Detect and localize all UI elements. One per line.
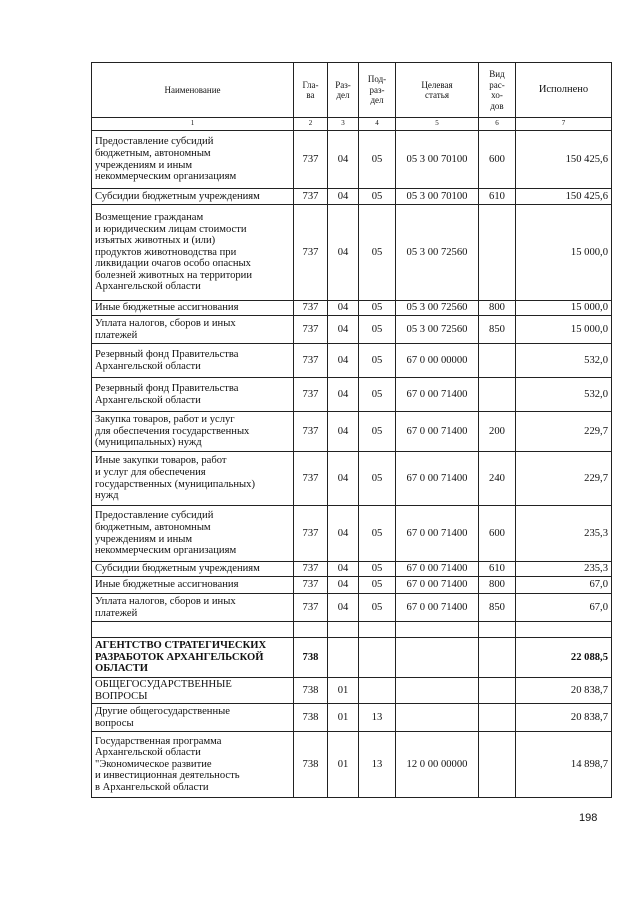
cell-name: Субсидии бюджетным учреждениям (92, 562, 294, 577)
cell-podrazdel: 05 (359, 131, 396, 189)
cell-name: Субсидии бюджетным учреждениям (92, 189, 294, 205)
cell-name: Предоставление субсидий бюджетным, автономным учреждениям и иным некоммерческим организациям (92, 131, 294, 189)
cell-vid-rashodov: 610 (479, 189, 516, 205)
cell-podrazdel: 05 (359, 594, 396, 622)
cell-podrazdel: 05 (359, 189, 396, 205)
cell-razdel: 01 (328, 732, 359, 798)
column-number: 7 (516, 118, 612, 131)
cell-podrazdel: 13 (359, 704, 396, 732)
cell-name: Уплата налогов, сборов и иных платежей (92, 594, 294, 622)
cell-glava: 737 (294, 301, 328, 316)
column-number: 3 (328, 118, 359, 131)
cell-razdel: 04 (328, 412, 359, 452)
cell-name: ОБЩЕГОСУДАРСТВЕННЫЕ ВОПРОСЫ (92, 678, 294, 704)
cell-name: АГЕНТСТВО СТРАТЕГИЧЕСКИХ РАЗРАБОТОК АРХАНГЕЛЬСКОЙ ОБЛАСТИ (92, 638, 294, 678)
header-name: Наименование (92, 63, 294, 118)
table-row (92, 622, 612, 638)
cell-podrazdel (359, 678, 396, 704)
cell-cel-statya: 12 0 00 00000 (396, 732, 479, 798)
cell-glava: 737 (294, 562, 328, 577)
cell-razdel (328, 638, 359, 678)
cell-name: Иные бюджетные ассигнования (92, 301, 294, 316)
cell-cel-statya: 05 3 00 72560 (396, 316, 479, 344)
header-glava: Гла- ва (294, 63, 328, 118)
cell-glava: 738 (294, 678, 328, 704)
table-row (92, 704, 612, 732)
cell-razdel: 01 (328, 704, 359, 732)
cell-glava: 737 (294, 316, 328, 344)
cell-cel-statya: 67 0 00 71400 (396, 378, 479, 412)
cell-glava: 737 (294, 577, 328, 594)
cell-razdel: 04 (328, 577, 359, 594)
cell-name: Иные закупки товаров, работ и услуг для обеспечения государственных (муниципальных) нужд (92, 452, 294, 506)
cell-ispolneno: 532,0 (516, 344, 612, 378)
cell-ispolneno: 14 898,7 (516, 732, 612, 798)
cell-cel-statya (396, 622, 479, 638)
cell-name: Резервный фонд Правительства Архангельской области (92, 344, 294, 378)
cell-glava: 737 (294, 452, 328, 506)
cell-name: Закупка товаров, работ и услуг для обеспечения государственных (муниципальных) нужд (92, 412, 294, 452)
table-row (92, 732, 612, 798)
cell-glava: 737 (294, 344, 328, 378)
cell-podrazdel: 05 (359, 562, 396, 577)
cell-cel-statya: 05 3 00 72560 (396, 205, 479, 301)
cell-razdel: 04 (328, 316, 359, 344)
cell-name: Другие общегосударственные вопросы (92, 704, 294, 732)
table-row (92, 638, 612, 678)
header-cel-statya: Целевая статья (396, 63, 479, 118)
cell-ispolneno: 150 425,6 (516, 131, 612, 189)
cell-ispolneno: 235,3 (516, 506, 612, 562)
cell-cel-statya (396, 704, 479, 732)
column-number: 4 (359, 118, 396, 131)
cell-podrazdel (359, 622, 396, 638)
cell-podrazdel: 05 (359, 344, 396, 378)
cell-glava (294, 622, 328, 638)
cell-cel-statya (396, 678, 479, 704)
cell-razdel: 04 (328, 205, 359, 301)
cell-ispolneno: 532,0 (516, 378, 612, 412)
cell-glava: 737 (294, 131, 328, 189)
header-row (92, 63, 612, 118)
column-number: 1 (92, 118, 294, 131)
cell-razdel: 04 (328, 562, 359, 577)
cell-ispolneno: 150 425,6 (516, 189, 612, 205)
table-body (92, 131, 612, 798)
cell-razdel: 04 (328, 594, 359, 622)
cell-cel-statya: 05 3 00 72560 (396, 301, 479, 316)
cell-glava: 737 (294, 378, 328, 412)
cell-vid-rashodov (479, 344, 516, 378)
cell-podrazdel: 05 (359, 577, 396, 594)
cell-cel-statya: 67 0 00 71400 (396, 562, 479, 577)
table-row (92, 344, 612, 378)
cell-glava: 737 (294, 205, 328, 301)
cell-vid-rashodov (479, 205, 516, 301)
cell-ispolneno: 235,3 (516, 562, 612, 577)
cell-name: Резервный фонд Правительства Архангельской области (92, 378, 294, 412)
cell-glava: 737 (294, 506, 328, 562)
column-number: 5 (396, 118, 479, 131)
table-row (92, 189, 612, 205)
budget-table (91, 62, 612, 798)
cell-vid-rashodov (479, 638, 516, 678)
column-number: 6 (479, 118, 516, 131)
cell-vid-rashodov (479, 622, 516, 638)
cell-podrazdel: 05 (359, 506, 396, 562)
header-podrazdel: Под- раз- дел (359, 63, 396, 118)
cell-name: Предоставление субсидий бюджетным, автономным учреждениям и иным некоммерческим организациям (92, 506, 294, 562)
cell-razdel: 04 (328, 378, 359, 412)
cell-glava: 738 (294, 638, 328, 678)
column-number: 2 (294, 118, 328, 131)
cell-ispolneno: 22 088,5 (516, 638, 612, 678)
cell-vid-rashodov: 850 (479, 594, 516, 622)
cell-vid-rashodov: 800 (479, 301, 516, 316)
cell-podrazdel: 05 (359, 301, 396, 316)
cell-ispolneno: 15 000,0 (516, 316, 612, 344)
header-ispolneno: Исполнено (516, 63, 612, 118)
cell-cel-statya: 67 0 00 71400 (396, 594, 479, 622)
cell-vid-rashodov: 600 (479, 506, 516, 562)
cell-ispolneno: 15 000,0 (516, 205, 612, 301)
cell-vid-rashodov (479, 378, 516, 412)
cell-razdel: 04 (328, 131, 359, 189)
cell-podrazdel: 05 (359, 205, 396, 301)
cell-razdel (328, 622, 359, 638)
cell-podrazdel: 05 (359, 378, 396, 412)
table-row (92, 205, 612, 301)
cell-ispolneno: 15 000,0 (516, 301, 612, 316)
cell-glava: 738 (294, 704, 328, 732)
cell-cel-statya: 67 0 00 71400 (396, 452, 479, 506)
table-row (92, 594, 612, 622)
table-row (92, 301, 612, 316)
cell-cel-statya: 67 0 00 00000 (396, 344, 479, 378)
cell-vid-rashodov (479, 678, 516, 704)
cell-podrazdel: 13 (359, 732, 396, 798)
cell-podrazdel: 05 (359, 412, 396, 452)
cell-cel-statya: 05 3 00 70100 (396, 131, 479, 189)
cell-glava: 737 (294, 412, 328, 452)
cell-razdel: 01 (328, 678, 359, 704)
header-vid-rashodov: Вид рас- хо- дов (479, 63, 516, 118)
cell-vid-rashodov: 240 (479, 452, 516, 506)
cell-ispolneno: 67,0 (516, 594, 612, 622)
cell-razdel: 04 (328, 452, 359, 506)
cell-ispolneno: 20 838,7 (516, 704, 612, 732)
cell-cel-statya: 05 3 00 70100 (396, 189, 479, 205)
table-row (92, 562, 612, 577)
cell-ispolneno: 229,7 (516, 412, 612, 452)
cell-razdel: 04 (328, 344, 359, 378)
cell-podrazdel (359, 638, 396, 678)
cell-razdel: 04 (328, 506, 359, 562)
cell-ispolneno: 20 838,7 (516, 678, 612, 704)
table-row (92, 506, 612, 562)
table-row (92, 412, 612, 452)
cell-razdel: 04 (328, 189, 359, 205)
cell-vid-rashodov: 610 (479, 562, 516, 577)
cell-ispolneno (516, 622, 612, 638)
cell-name: Возмещение гражданам и юридическим лицам стоимости изъятых животных и (или) продуктов животноводства при ликвидации очагов особо опасных болезней животных на территории Архангельской области (92, 205, 294, 301)
cell-cel-statya: 67 0 00 71400 (396, 412, 479, 452)
cell-vid-rashodov (479, 704, 516, 732)
cell-glava: 738 (294, 732, 328, 798)
cell-podrazdel: 05 (359, 316, 396, 344)
table-row (92, 316, 612, 344)
table-row (92, 577, 612, 594)
table-row (92, 378, 612, 412)
page-number: 198 (579, 812, 598, 824)
cell-vid-rashodov: 800 (479, 577, 516, 594)
cell-vid-rashodov: 200 (479, 412, 516, 452)
cell-razdel: 04 (328, 301, 359, 316)
cell-vid-rashodov: 850 (479, 316, 516, 344)
cell-glava: 737 (294, 594, 328, 622)
cell-cel-statya: 67 0 00 71400 (396, 577, 479, 594)
column-number-row (92, 118, 612, 131)
cell-name (92, 622, 294, 638)
cell-name: Уплата налогов, сборов и иных платежей (92, 316, 294, 344)
cell-podrazdel: 05 (359, 452, 396, 506)
header-razdel: Раз- дел (328, 63, 359, 118)
cell-vid-rashodov: 600 (479, 131, 516, 189)
cell-cel-statya: 67 0 00 71400 (396, 506, 479, 562)
cell-name: Государственная программа Архангельской области "Экономическое развитие и инвестиционная деятельность в Архангельской области (92, 732, 294, 798)
cell-ispolneno: 67,0 (516, 577, 612, 594)
cell-glava: 737 (294, 189, 328, 205)
cell-ispolneno: 229,7 (516, 452, 612, 506)
cell-cel-statya (396, 638, 479, 678)
table-row (92, 131, 612, 189)
cell-vid-rashodov (479, 732, 516, 798)
table-row (92, 678, 612, 704)
cell-name: Иные бюджетные ассигнования (92, 577, 294, 594)
table-row (92, 452, 612, 506)
